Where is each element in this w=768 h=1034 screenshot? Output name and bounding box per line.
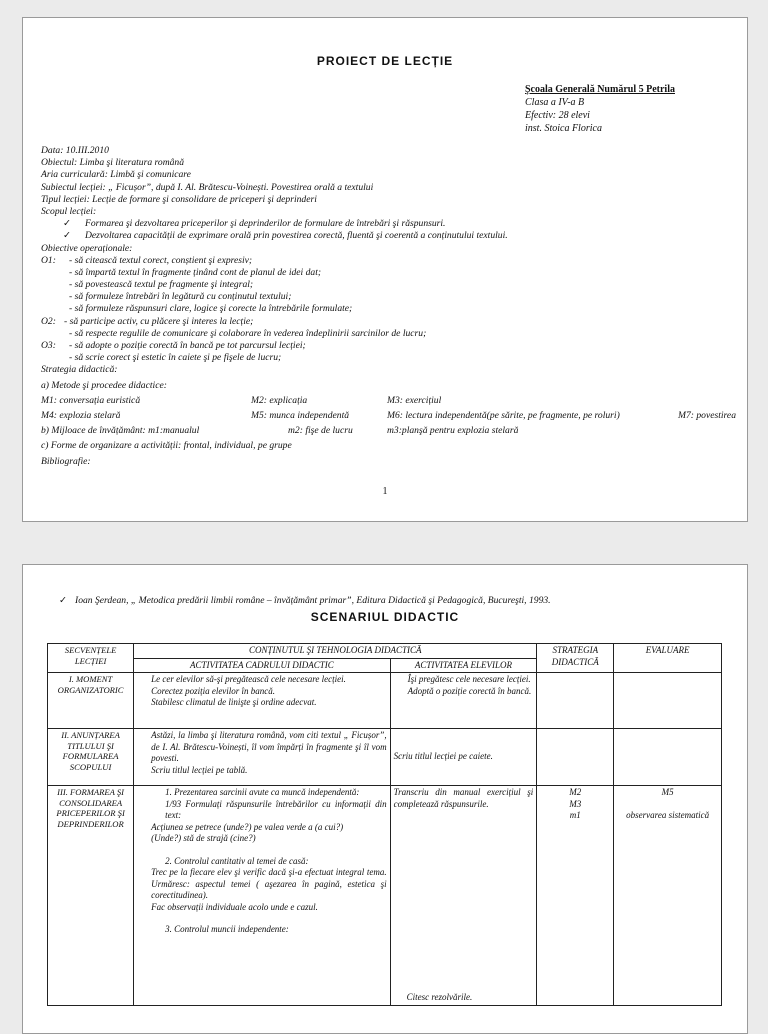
strategy-cell [537,673,614,729]
method-m1: M1: conversația euristică [41,394,141,406]
lesson-scenario-table [47,643,722,1006]
means-m2: m2: fişe de lucru [288,425,353,437]
objective-o2 [41,316,741,328]
method-m3: M3: exercițiul [387,394,442,406]
header-student-activity: ACTIVITATEA ELEVILOR [390,658,537,673]
o1-item: - să formuleze răspunsuri clare, logice şi corecte la întrebările formulate; [69,303,353,315]
header-content: CONȚINUTUL ŞI TEHNOLOGIA DIDACTICĂ [134,644,537,659]
teacher-activity-cell: Astăzi, la limba şi literatura română, vom citi textul „ Ficușor”, de I. Al. Brătescu-Voinești, îl vom împărți în fragmente şi îl vom povesti. Scriu titlul lecției pe tablă. [134,729,390,786]
method-m7: M7: povestirea [678,409,736,421]
sequence-cell: II. ANUNȚAREA TITLULUI ŞI FORMULAREA SCOPULUI [48,729,134,786]
means-m1: b) Mijloace de învățământ: m1:manualul [41,425,200,437]
bibliography-label: Bibliografie: [41,455,91,467]
curricular-area: Aria curriculară: Limbă şi comunicare [41,169,191,181]
header-evaluation: EVALUARE [614,644,722,673]
bibliography-item: ✓ Ioan Şerdean, „ Metodica predării limbii române – învățământ primar”, Editura Didactică şi Pedagogică, Bucureşti, 1993. [59,595,551,606]
lesson-date: Data: 10.III.2010 [41,145,109,156]
page-number: 1 [382,486,388,497]
school-info [525,83,675,135]
teacher-activity-cell: Le cer elevilor să-şi pregătească cele necesare lecției. Corectez poziția elevilor în bancă. Stabilesc climatul de linişte şi ordine adecvat. [134,673,390,729]
table-row [48,786,722,1006]
methods-row-2 [41,410,741,422]
method-m2: M2: explicația [251,394,308,406]
sequence-cell: I. MOMENT ORGANIZATORIC [48,673,134,729]
lesson-topic: Subiectul lecției: „ Ficușor”, după I. Al. Brătescu-Voinești. Povestirea orală a textului [41,181,374,193]
o1-item: - să împartă textul în fragmente ținând cont de planul de idei dat; [69,266,322,278]
strategy-item: m1 [569,810,581,820]
header-sequence: SECVENȚELE LECȚIEI [48,644,134,673]
teaching-means [41,425,741,437]
objective-o3 [41,340,741,352]
scope-item: ✓ Dezvoltarea capacității de exprimare orală prin povestirea corectă, fluentă şi coerentă a conținutului textului. [41,230,741,242]
sequence-cell: III. FORMAREA ŞI CONSOLIDAREA PRICEPERILOR ŞI DEPRINDERILOR [48,786,134,1006]
o1-item: - să formuleze întrebări în legătură cu conținutul textului; [69,291,292,303]
lesson-subject: Obiectul: Limba şi literatura română [41,157,185,169]
header-teacher-activity: ACTIVITATEA CADRULUI DIDACTIC [134,658,390,673]
method-m6: M6: lectura independentă(pe sărite, pe fragmente, pe roluri) [387,409,620,421]
o2-item: - să participe activ, cu plăcere şi interes la lecție; [64,315,254,327]
evaluation-item: M5 [661,787,674,797]
checkmark-icon: ✓ [63,218,72,230]
evaluation-cell [614,673,722,729]
methods-row-1 [41,395,741,407]
o1-label: O1: [41,254,56,266]
methods-label: a) Metode şi procedee didactice: [41,379,167,391]
student-activity-cell: Îşi pregătesc cele necesare lecției. Adoptă o poziție corectă în bancă. [390,673,537,729]
o2-label: O2: [41,315,56,327]
method-m4: M4: explozia stelară [41,409,121,421]
student-activity-cell: Transcriu din manual exercițiul şi completează răspunsurile. Citesc rezolvările. [390,786,537,1006]
strategy-item: M3 [569,798,582,809]
lesson-type: Tipul lecției: Lecție de formare şi consolidare de priceperi şi deprinderi [41,193,317,205]
strategy-cell [537,786,614,1006]
document-title: PROIECT DE LECȚIE [316,54,454,68]
teacher-name: inst. Stoica Florica [525,123,602,134]
table-row [48,729,722,786]
evaluation-cell [614,729,722,786]
organization-forms: c) Forme de organizare a activității: frontal, individual, pe grupe [41,440,292,452]
table-row [48,673,722,729]
page-2 [22,564,748,1034]
evaluation-cell [614,786,722,1006]
header-strategy: STRATEGIA DIDACTICĂ [537,644,614,673]
lesson-scope-label: Scopul lecției: [41,205,97,217]
strategy-cell [537,729,614,786]
evaluation-item: observarea sistematică [626,809,710,820]
o3-label: O3: [41,340,56,351]
means-m3: m3:planşă pentru explozia stelară [387,425,519,437]
o3-item: - să scrie corect şi estetic în caiete şi pe fişele de lucru; [69,352,282,364]
method-m5: M5: munca independentă [251,409,350,421]
objectives-label: Obiective operaționale: [41,242,133,254]
lesson-details [41,145,741,468]
strategy-item: M2 [569,787,582,797]
o2-item: - să respecte regulile de comunicare şi colaborare în vederea îndeplinirii sarcinilor de lucru; [69,327,427,339]
o1-item: - să citească textul corect, conștient şi expresiv; [69,254,253,266]
scenario-title: SCENARIUL DIDACTIC [310,610,460,624]
table-header-row [48,644,722,659]
checkmark-icon: ✓ [63,230,72,242]
student-activity-cell: Scriu titlul lecției pe caiete. [390,729,537,786]
teacher-activity-cell: 1. Prezentarea sarcinii avute ca muncă independentă: 1/93 Formulați răspunsurile întrebărilor cu informații din text: Acțiunea se petrece (unde?) pe valea verde a (a cui?) (Unde?) stă de strajă (cine?) 2. Controlul cantitativ al temei de casă: Trec pe la fiecare elev şi verific dacă şi-a efectuat integral tema. Urmăresc: aspectul temei ( aşezarea în pagină, estetica şi corectitudinea). Fac observații individuale acolo unde e cazul. 3. Controlul muncii independente: [134,786,390,1006]
class-name: Clasa a IV-a B [525,97,585,108]
strategy-label: Strategia didactică: [41,364,118,376]
checkmark-icon: ✓ [59,595,68,606]
objective-o1 [41,255,741,267]
school-name: Școala Generală Numărul 5 Petrila [525,84,675,95]
o3-item: - să adopte o poziție corectă în bancă pe tot parcursul lecției; [69,340,306,351]
student-count: Efectiv: 28 elevi [525,110,590,121]
o1-item: - să povestească textul pe fragmente şi integral; [69,279,254,291]
scope-item: ✓ Formarea şi dezvoltarea priceperilor şi deprinderilor de formulare de întrebări şi răspunsuri. [41,218,741,230]
page-1 [22,17,748,522]
